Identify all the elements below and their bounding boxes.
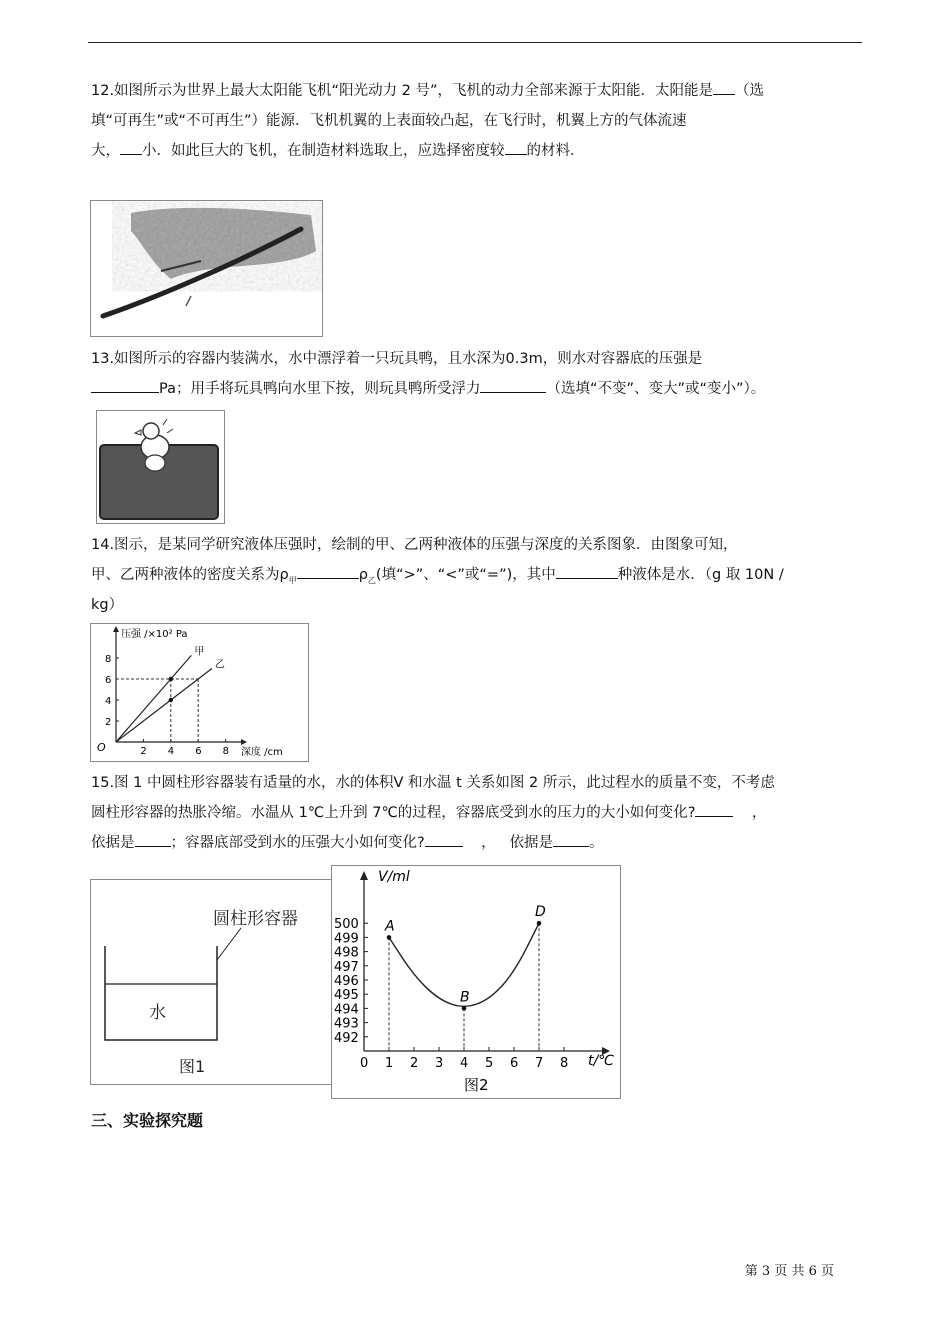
x-axis-label: 深度 /cm — [241, 747, 283, 758]
x-tick-label: 7 — [535, 1056, 544, 1071]
pressure-depth-figure — [90, 623, 309, 762]
x-tick-label: 6 — [510, 1056, 519, 1071]
q14-text: 种液体是水．（g 取 10N / — [617, 567, 784, 583]
answer-blank[interactable] — [120, 140, 142, 155]
figure-1-container — [90, 879, 334, 1085]
duck-container-drawing — [97, 411, 224, 523]
q12-line3 — [91, 136, 861, 166]
y-tick-label: 2 — [105, 717, 112, 728]
y-tick-label: 494 — [334, 1002, 359, 1018]
volume-temperature-chart — [332, 866, 620, 1098]
figure-1-caption: 图1 — [179, 1057, 206, 1076]
page-footer: 第 3 页 共 6 页 — [744, 1264, 834, 1279]
y-tick-label: 495 — [334, 988, 359, 1004]
data-point — [169, 677, 173, 681]
x-tick-label: 1 — [385, 1056, 394, 1071]
q14-text: ρ — [358, 567, 368, 583]
answer-blank[interactable] — [425, 832, 463, 847]
q13-text: （选填“不变”、变大”或“变小”）。 — [546, 381, 766, 397]
figure-2-container — [331, 865, 621, 1099]
solar-plane-photo — [91, 201, 322, 336]
y-tick-label: 499 — [334, 931, 359, 947]
q15-text: 依据是 — [91, 835, 135, 851]
q12-line2: 填“可再生”或“不可再生”）能源．飞机机翼的上表面较凸起，在飞行时，机翼上方的气体流速 — [91, 113, 687, 129]
q14-line1: 14.图示，是某同学研究液体压强时，绘制的甲、乙两种液体的压强与深度的关系图象．由图象可知， — [91, 537, 738, 553]
answer-blank[interactable] — [297, 564, 359, 579]
cylinder-container-drawing — [91, 880, 333, 1084]
y-tick-label: 6 — [105, 675, 112, 686]
answer-blank[interactable] — [91, 378, 159, 393]
origin-label: O — [97, 741, 106, 754]
y-tick-label: 8 — [105, 654, 112, 665]
q14-text: 甲、乙两种液体的密度关系为ρ — [91, 567, 289, 583]
answer-blank[interactable] — [505, 140, 527, 155]
y-axis-arrow — [113, 626, 119, 632]
x-tick-label: 2 — [140, 746, 147, 757]
series-label-1: 乙 — [214, 659, 225, 671]
q15-line1: 15.图 1 中圆柱形容器装有适量的水，水的体积V 和水温 t 关系如图 2 所示，此过程水的质量不变，不考虑 — [91, 775, 775, 791]
y-axis-label: V/ml — [378, 869, 410, 885]
answer-blank[interactable] — [553, 832, 589, 847]
q13-line1: 13.如图所示的容器内装满水，水中漂浮着一只玩具鸭，且水深为0.3m，则水对容器底的压强是 — [91, 351, 703, 367]
x-tick-label: 4 — [167, 746, 175, 757]
q14-line3: kg） — [91, 597, 124, 613]
q12-text: 小．如此巨大的飞机，在制造材料选取上，应选择密度较 — [142, 143, 505, 159]
data-point-D — [537, 921, 542, 926]
y-axis-arrow — [360, 871, 368, 880]
point-label-D: D — [535, 904, 546, 921]
container-label: 圆柱形容器 — [213, 909, 298, 929]
q12-text: （选 — [735, 83, 765, 99]
y-tick-label: 497 — [334, 959, 359, 975]
series-line-1 — [116, 669, 212, 743]
x-tick-label: 6 — [195, 746, 202, 757]
water-label: 水 — [149, 1003, 166, 1023]
q12-text: 12.如图所示为世界上最大太阳能飞机“阳光动力 2 号”，飞机的动力全部来源于太阳能．太阳能是 — [91, 83, 714, 99]
answer-blank[interactable] — [135, 832, 171, 847]
y-tick-label: 498 — [334, 945, 359, 961]
q12-text: 的材料． — [526, 143, 585, 159]
y-tick-label: 493 — [334, 1016, 359, 1032]
y-tick-label: 4 — [105, 696, 112, 707]
x-tick-label: 0 — [360, 1056, 369, 1071]
q14-text: (填“>”、“<”或“=”)，其中 — [375, 567, 556, 583]
point-label-B: B — [460, 989, 470, 1006]
data-point-B — [462, 1006, 467, 1011]
q13-text: Pa；用手将玩具鸭向水里下按，则玩具鸭所受浮力 — [159, 381, 481, 397]
x-axis-arrow — [241, 739, 247, 745]
point-label-A: A — [385, 918, 395, 935]
q15-text: 。 — [588, 835, 604, 851]
x-tick-label: 8 — [560, 1056, 569, 1071]
q15-text: ；容器底部受到水的压强大小如何变化? — [170, 835, 425, 851]
figure-2-caption: 图2 — [464, 1076, 489, 1094]
y-tick-label: 492 — [334, 1030, 359, 1046]
data-point — [169, 698, 173, 702]
y-tick-label: 500 — [334, 917, 359, 933]
toy-duck-figure — [96, 410, 225, 524]
answer-blank[interactable] — [713, 80, 735, 95]
q15-text: ， — [481, 835, 496, 851]
answer-blank[interactable] — [556, 564, 618, 579]
x-tick-label: 3 — [435, 1056, 444, 1071]
q15-text: 依据是 — [509, 835, 553, 851]
x-axis-label: t/℃ — [588, 1053, 614, 1069]
answer-blank[interactable] — [695, 802, 733, 817]
x-tick-label: 5 — [485, 1056, 494, 1071]
y-axis-label: 压强 /×10² Pa — [121, 629, 188, 640]
data-point-A — [387, 935, 392, 940]
x-tick-label: 2 — [410, 1056, 419, 1071]
x-tick-label: 8 — [222, 746, 229, 757]
section-heading: 三、实验探究题 — [91, 1111, 204, 1130]
subscript-jia: 甲 — [288, 576, 297, 585]
q15-text: ， — [751, 805, 767, 821]
q12-line1 — [91, 76, 861, 106]
series-label-0: 甲 — [194, 646, 205, 658]
answer-blank[interactable] — [480, 378, 546, 393]
solar-plane-figure — [90, 200, 323, 337]
header-rule — [88, 42, 862, 43]
q12-text: 大， — [91, 143, 120, 159]
q15-line3 — [91, 828, 861, 858]
x-tick-label: 4 — [460, 1056, 469, 1071]
y-tick-label: 496 — [334, 974, 359, 989]
series-line-0 — [116, 655, 191, 742]
subscript-yi: 乙 — [367, 576, 376, 585]
pressure-depth-chart — [91, 624, 308, 761]
q15-text: 圆柱形容器的热胀冷缩。水温从 1℃上升到 7℃的过程，容器底受到水的压力的大小如何变化? — [91, 805, 696, 821]
q15-line2 — [91, 798, 861, 828]
q13-line2 — [91, 374, 861, 404]
